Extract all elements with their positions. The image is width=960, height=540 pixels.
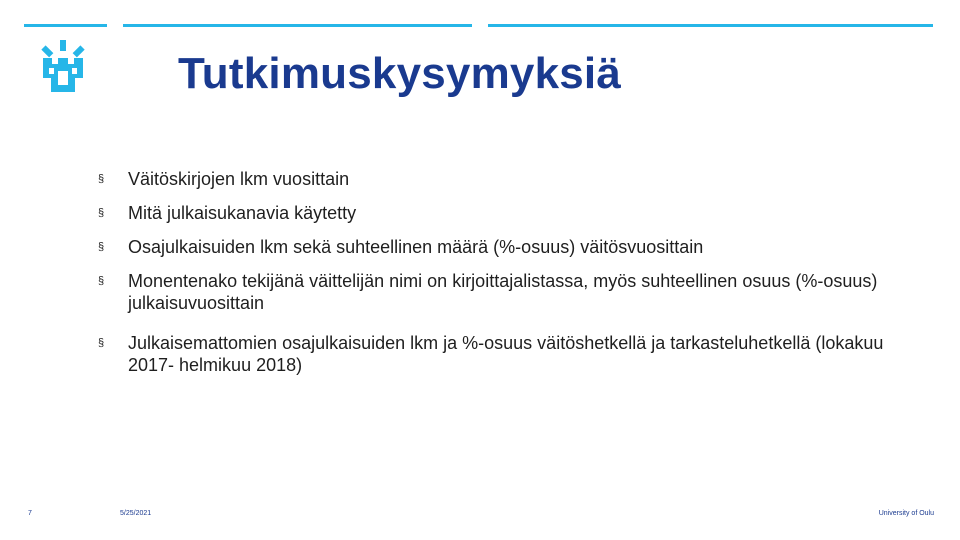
slide-number: 7 xyxy=(28,510,32,517)
bullet-item xyxy=(98,168,898,190)
bullet-marker: § xyxy=(98,275,105,287)
bullet-marker: § xyxy=(98,207,105,219)
footer-date: 5/25/2021 xyxy=(120,510,152,517)
bullet-list xyxy=(98,164,898,376)
bullet-text: Monentenako tekijänä väittelijän nimi on kirjoittajalistassa, myös suhteellinen osuus (%-osuus) julkaisuvuosittain xyxy=(128,271,878,313)
bullet-marker: § xyxy=(98,173,105,185)
slide-title: Tutkimuskysymyksiä xyxy=(178,49,622,98)
header-rule-right xyxy=(488,24,933,27)
header-rule-left xyxy=(24,24,107,27)
bullet-item xyxy=(98,270,898,314)
bullet-marker: § xyxy=(98,337,105,349)
bullet-text: Mitä julkaisukanavia käytetty xyxy=(128,203,357,223)
footer-organization: University of Oulu xyxy=(878,510,934,517)
bullet-item xyxy=(98,202,898,224)
bullet-marker: § xyxy=(98,241,105,253)
university-logo-icon xyxy=(40,40,86,94)
bullet-text: Väitöskirjojen lkm vuosittain xyxy=(128,169,350,189)
bullet-item xyxy=(98,236,898,258)
bullet-text: Julkaisemattomien osajulkaisuiden lkm ja %-osuus väitöshetkellä ja tarkasteluhetkellä (lokakuu 2017- helmikuu 2018) xyxy=(128,333,884,375)
bullet-item xyxy=(98,332,898,376)
bullet-text: Osajulkaisuiden lkm sekä suhteellinen määrä (%-osuus) väitösvuosittain xyxy=(128,237,704,257)
header-rule-middle xyxy=(123,24,472,27)
